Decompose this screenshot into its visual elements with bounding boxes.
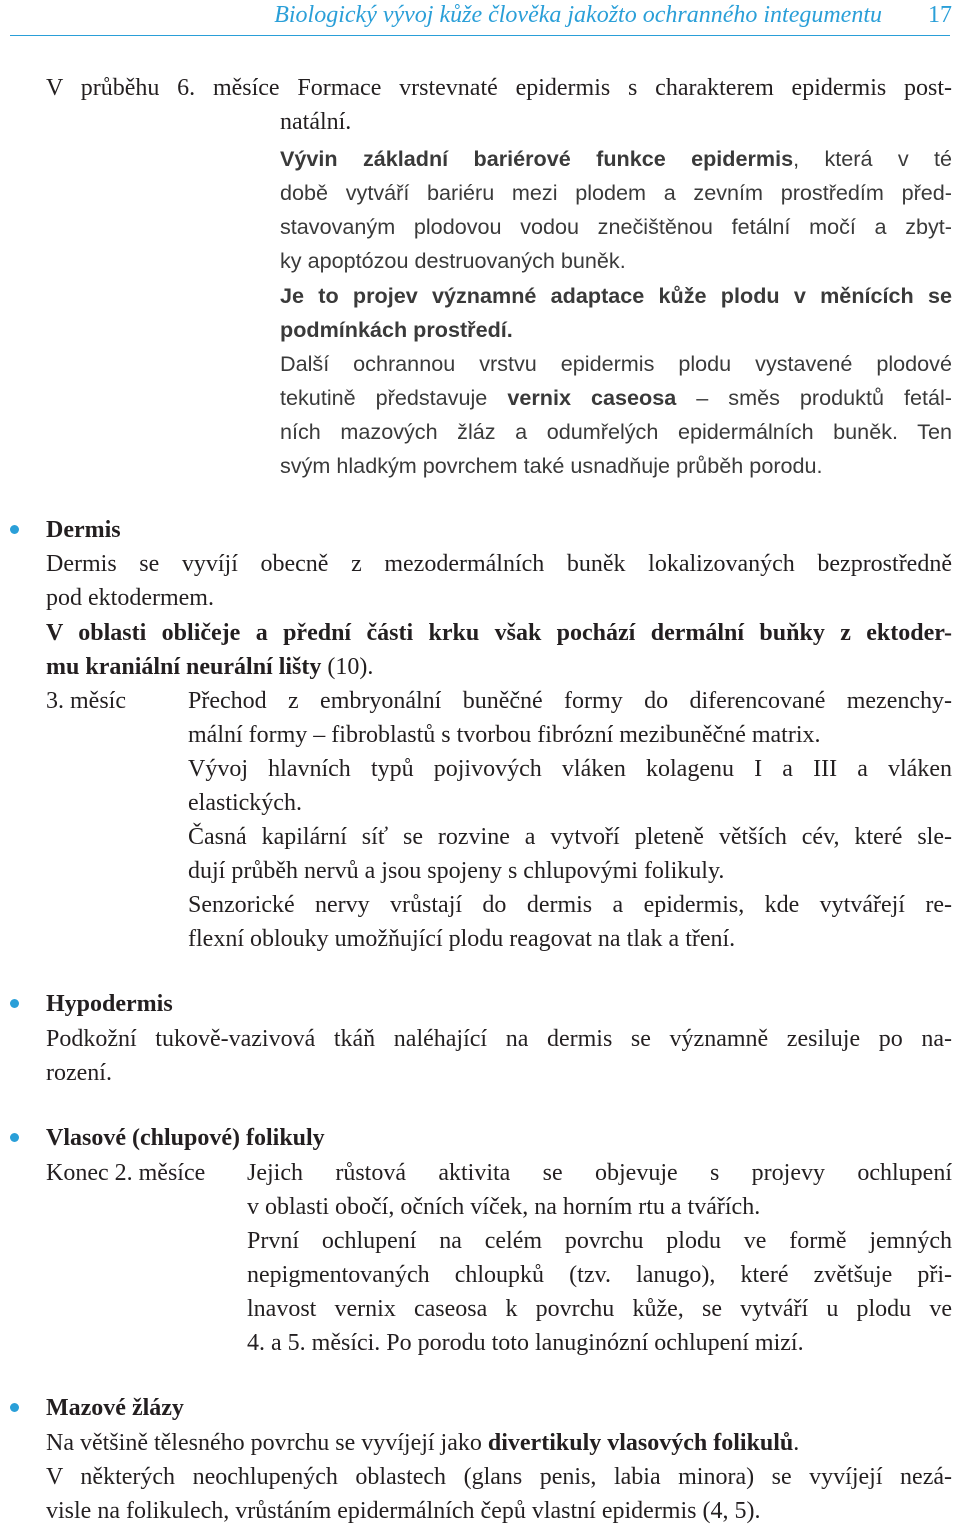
sebaceous-text-c: . [793,1430,800,1456]
adaptation-para-line1: Je to projev významné adaptace kůže plodu v měnících se [280,283,952,308]
dermis-month-line2: mální formy – fibroblastů s tvorbou fibrózní mezibuněčné matrix. [188,722,821,748]
barrier-para-rest: , která v té [793,146,953,171]
dermis-month-line5: Časná kapilární síť se rozvine a vytvoří pleteně větších cév, které sle- [188,824,952,850]
dermis-line2: pod ektodermem. [46,585,214,611]
sebaceous-line2: V některých neochlupených oblastech (glans penis, labia minora) se vyvíjejí nezá- [46,1464,952,1490]
barrier-para-line1 [280,145,952,173]
hypodermis-heading: Hypodermis [46,991,173,1017]
dermis-month-line3: Vývoj hlavních typů pojivových vláken kolagenu I a III a vláken [188,756,952,782]
sebaceous-heading: Mazové žlázy [46,1395,184,1421]
header-title: Biologický vývoj kůže člověka jakožto ochranného integumentu [274,2,882,28]
dermis-month-line6: dují průběh nervů a jsou spojeny s chlupovými folikuly. [188,858,725,884]
barrier-para-line3: stavovaným plodovou vodou znečištěnou fetální močí a zbyt- [280,214,952,239]
dermis-line4 [46,653,373,681]
follicles-line6: 4. a 5. měsíci. Po porodu toto lanuginózní ochlupení mizí. [247,1330,804,1356]
vernix-para-line2 [280,384,952,412]
epidermis-month6-line2: natální. [280,109,352,135]
dermis-month-line7: Senzorické nervy vrůstají do dermis a epidermis, kde vytvářejí re- [188,892,952,918]
page-number: 17 [928,2,952,28]
follicles-month-label: Konec 2. měsíce [46,1160,206,1186]
vernix-para-line4: svým hladkým povrchem také usnadňuje průběh porodu. [280,453,823,478]
follicles-line2: v oblasti obočí, očních víček, na horním rtu a tvářích. [247,1194,761,1220]
sebaceous-line1 [46,1429,799,1457]
vernix-text-c: – směs produktů fetál- [676,385,952,410]
vernix-para-line3: ních mazových žláz a odumřelých epidermálních buněk. Ten [280,419,952,444]
dermis-month-label: 3. měsíc [46,688,126,714]
vernix-caseosa-term: vernix caseosa [507,385,677,410]
vernix-text-a: tekutině představuje [280,385,508,410]
bullet-icon [10,1133,19,1142]
dermis-month-line1: Přechod z embryonální buněčné formy do diferencované mezenchy- [188,688,952,714]
header-rule [10,35,950,36]
dermis-heading: Dermis [46,517,121,543]
hypodermis-line1: Podkožní tukově-vazivová tkáň naléhající na dermis se významně zesiluje po na- [46,1026,952,1052]
dermis-line1: Dermis se vyvíjí obecně z mezodermálních buněk lokalizovaných bezprostředně [46,551,952,577]
adaptation-para-line2: podmínkách prostředí. [280,317,513,342]
bullet-icon [10,999,19,1008]
sebaceous-text-a: Na většině tělesného povrchu se vyvíjejí jako [46,1430,488,1456]
follicles-line4: nepigmentovaných chloupků (tzv. lanugo), které zvětšuje při- [247,1262,952,1288]
follicles-line3: První ochlupení na celém povrchu plodu ve formě jemných [247,1228,952,1254]
dermis-ref: (10). [321,654,374,680]
follicles-heading: Vlasové (chlupové) folikuly [46,1125,325,1151]
hypodermis-line2: rození. [46,1060,112,1086]
running-header [0,0,960,36]
sebaceous-diverticula: divertikuly vlasových folikulů [487,1430,794,1456]
vernix-para-line1: Další ochrannou vrstvu epidermis plodu vystavené plodové [280,351,952,376]
bullet-icon [10,525,19,534]
barrier-para-bold: Vývin základní bariérové funkce epidermis [280,146,794,171]
follicles-line5: lnavost vernix caseosa k povrchu kůže, se vytváří u plodu ve [247,1296,952,1322]
barrier-para-line4: ky apoptózou destruovaných buněk. [280,248,626,273]
barrier-para-line2: době vytváří bariéru mezi plodem a zevním prostředím před- [280,180,952,205]
epidermis-month6-line1: V průběhu 6. měsíce Formace vrstevnaté epidermis s charakterem epidermis post- [46,75,952,101]
dermis-month-line4: elastických. [188,790,302,816]
dermis-neural-crest: mu kraniální neurální lišty [46,654,322,680]
dermis-month-line8: flexní oblouky umožňující plodu reagovat na tlak a tření. [188,926,736,952]
sebaceous-line3: visle na folikulech, vrůstáním epidermálních čepů vlastní epidermis (4, 5). [46,1498,761,1524]
dermis-line3: V oblasti obličeje a přední části krku však pochází dermální buňky z ektoder- [46,620,952,646]
bullet-icon [10,1403,19,1412]
follicles-line1: Jejich růstová aktivita se objevuje s projevy ochlupení [247,1160,952,1186]
